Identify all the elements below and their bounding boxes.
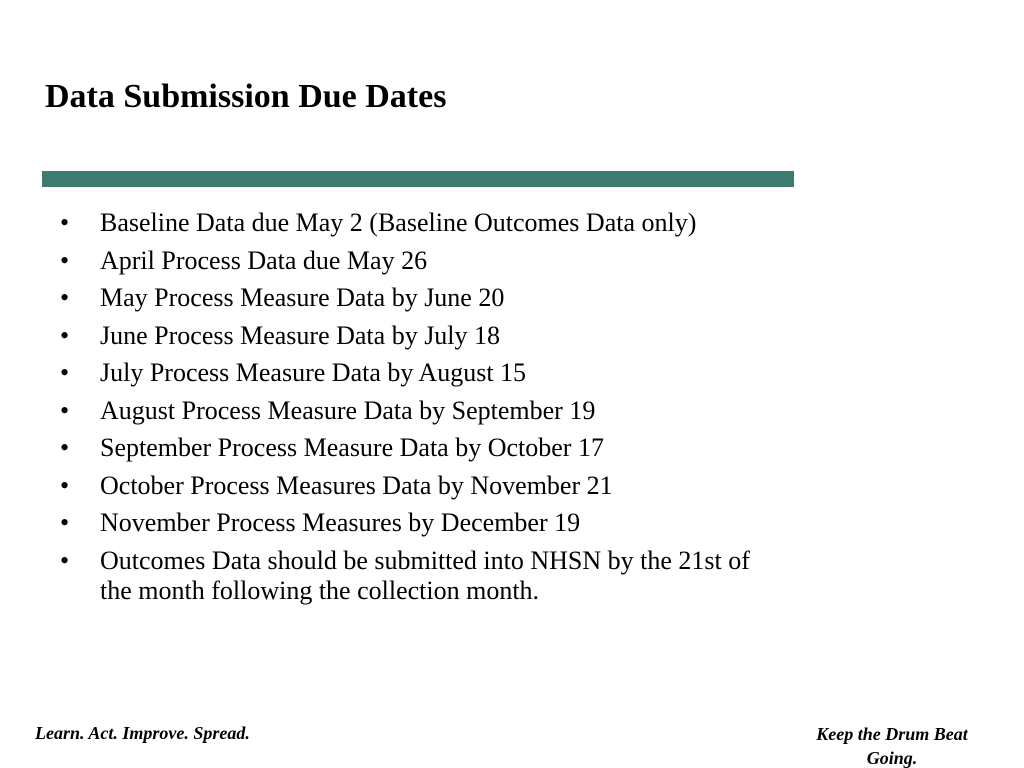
bullet-icon: • [60,245,70,275]
bullet-item-outcomes [60,546,780,606]
bullet-icon: • [60,508,70,537]
bullet-icon: • [60,545,70,575]
bullet-text: June Process Measure Data by July 18 [100,320,501,350]
bullet-item-april [60,246,780,276]
bullet-item-may [60,283,780,313]
bullet-list [60,208,780,613]
bullet-item-october [60,471,780,501]
slide-title: Data Submission Due Dates [45,78,447,115]
bullet-item-september [60,433,780,463]
bullet-text: August Process Measure Data by September 19 [100,395,596,425]
bullet-text: April Process Data due May 26 [100,245,428,275]
bullet-icon: • [60,433,70,462]
bullet-icon: • [60,358,70,387]
bullet-icon: • [60,283,70,312]
title-divider-bar [42,171,794,187]
bullet-text: July Process Measure Data by August 15 [100,358,527,387]
bullet-text: May Process Measure Data by June 20 [100,283,505,312]
footer-tagline-left: Learn. Act. Improve. Spread. [35,723,250,743]
bullet-icon: • [60,395,70,425]
bullet-text: September Process Measure Data by October 17 [100,433,604,462]
bullet-text: November Process Measures by December 19 [100,508,581,537]
bullet-text: Outcomes Data should be submitted into NHSN by the 21st of the month following the collection month. [100,545,750,605]
bullet-icon: • [60,470,70,500]
bullet-item-november [60,508,780,538]
bullet-item-july [60,358,780,388]
bullet-item-june [60,321,780,351]
footer-tagline-right: Keep the Drum Beat Going. [816,724,968,768]
bullet-item-baseline [60,208,780,238]
bullet-text: October Process Measures Data by November 21 [100,470,613,500]
bullet-text: Baseline Data due May 2 (Baseline Outcomes Data only) [100,208,697,237]
bullet-icon: • [60,208,70,237]
bullet-item-august [60,396,780,426]
bullet-icon: • [60,320,70,350]
